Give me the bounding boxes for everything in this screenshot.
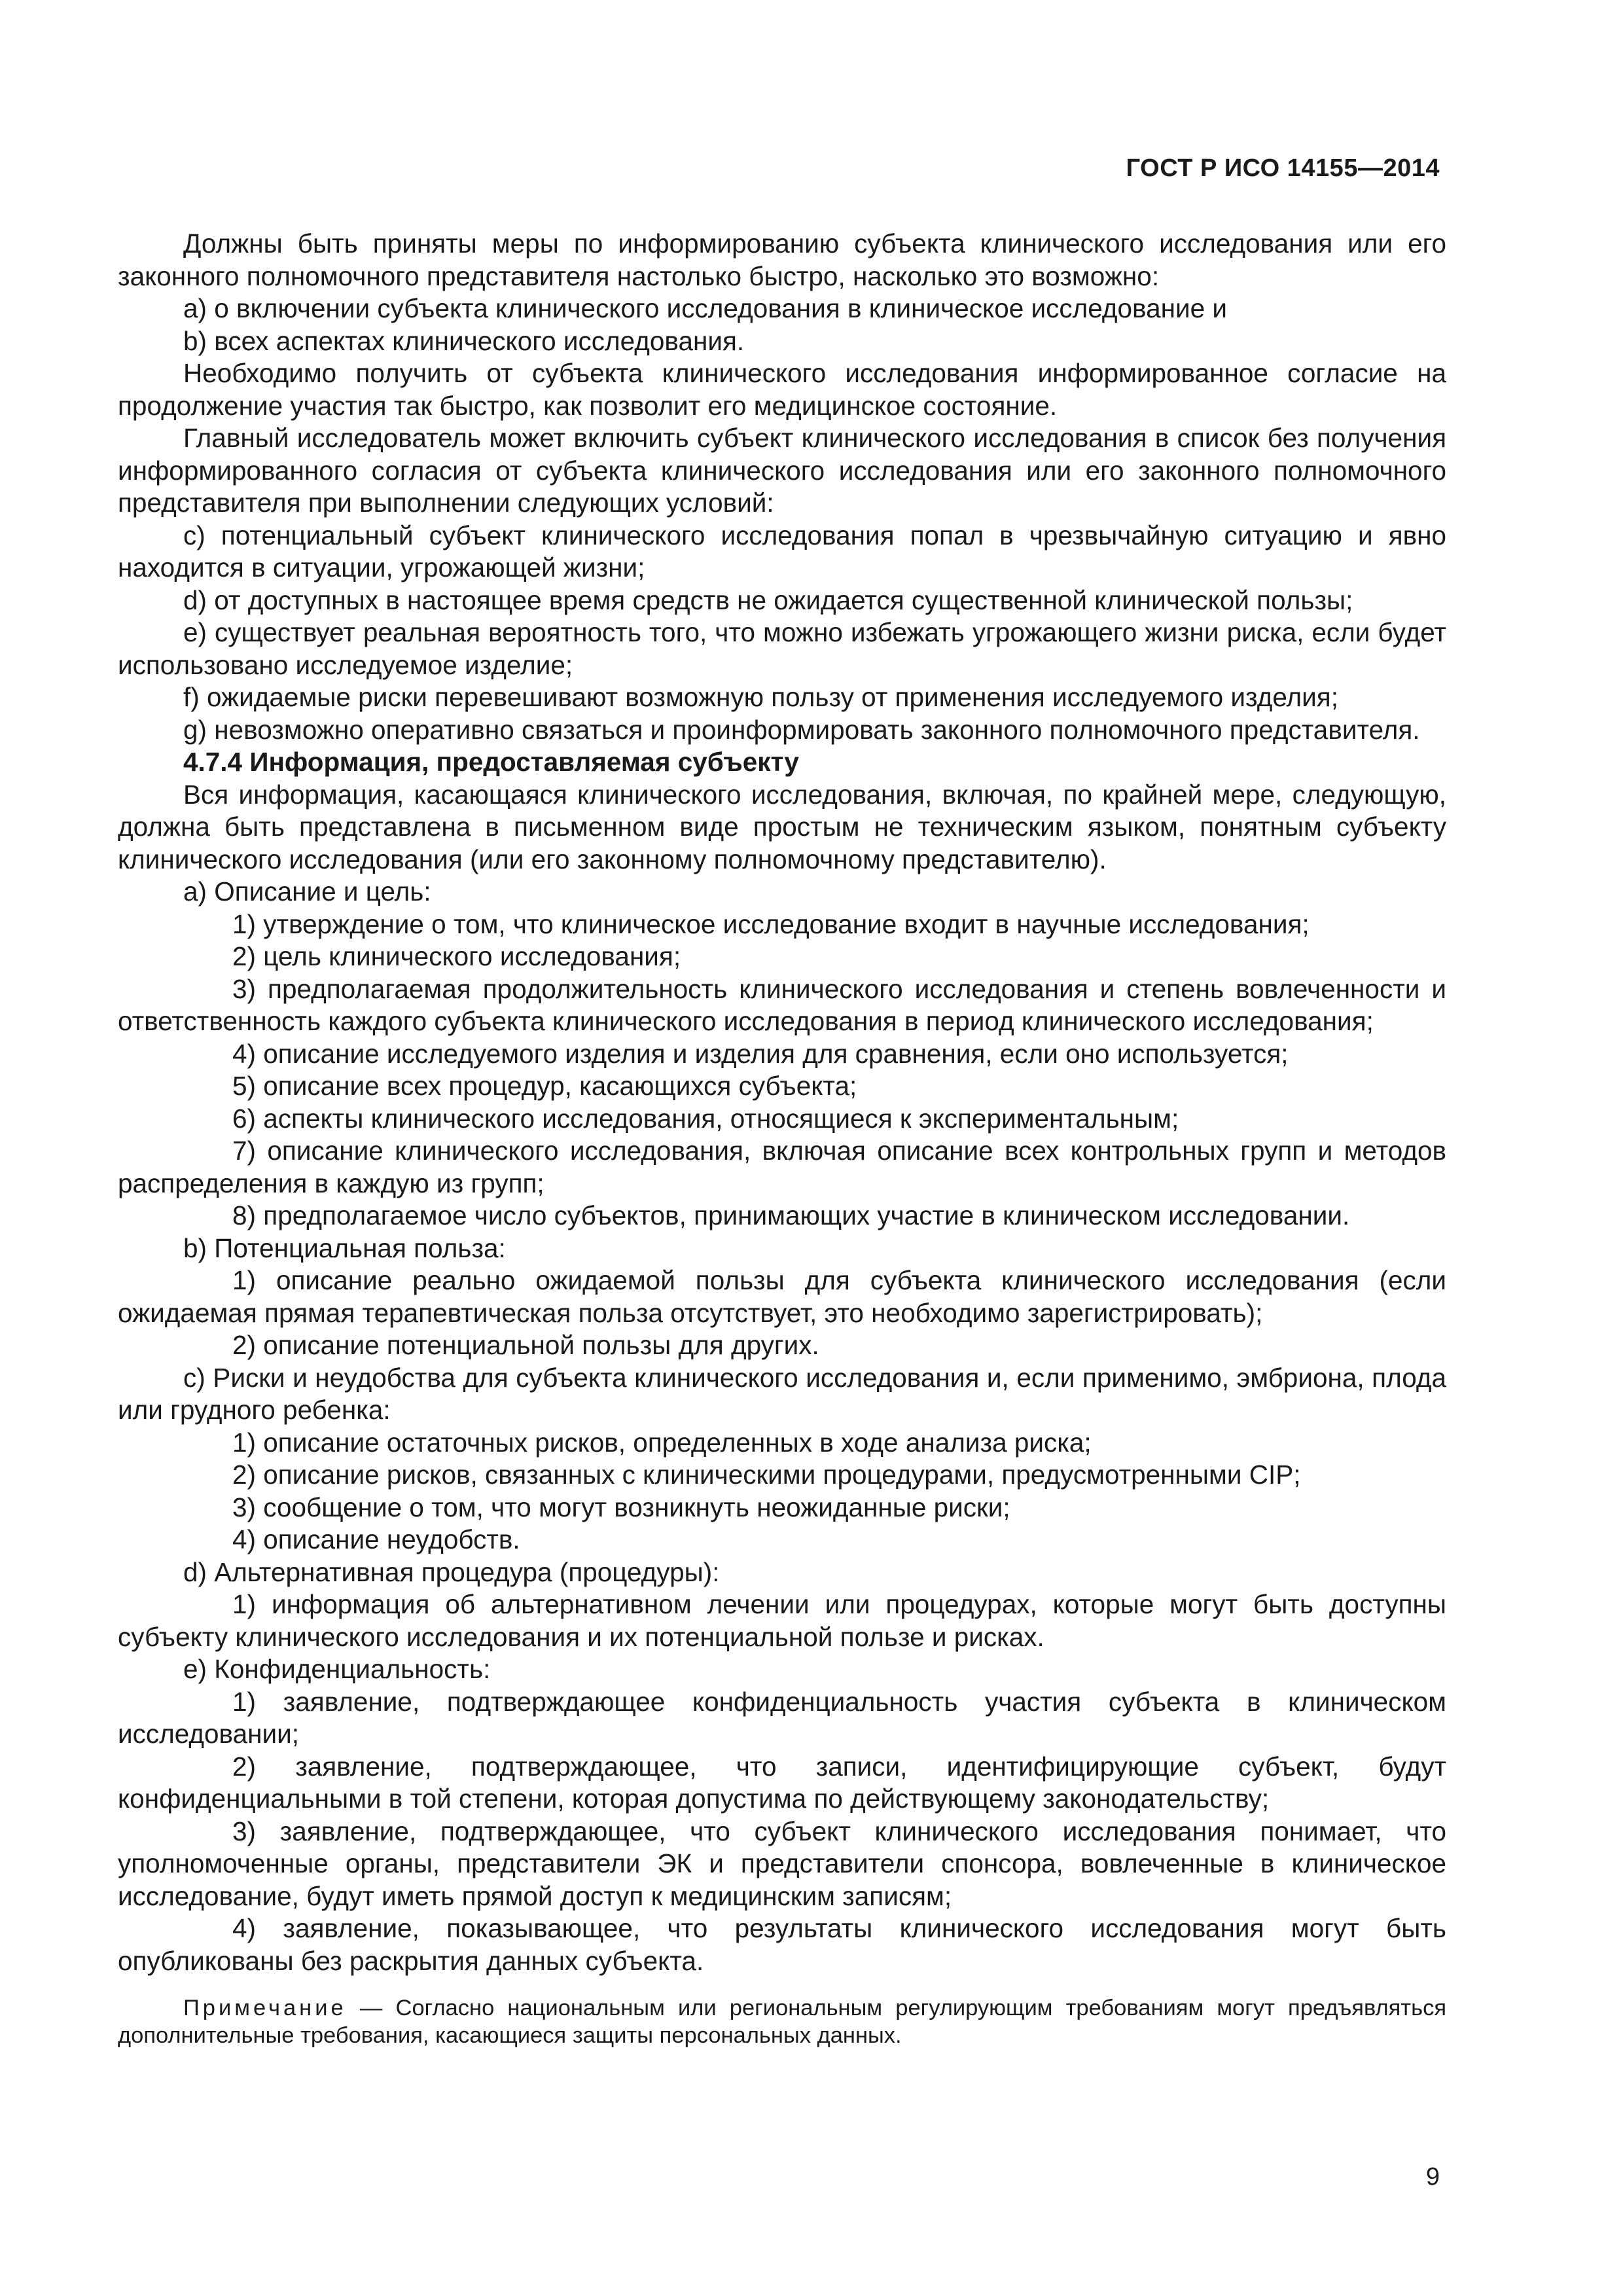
list-item: c) Риски и неудобства для субъекта клинического исследования и, если применимо, эмбриона, плода или грудного ребенка: xyxy=(118,1362,1446,1425)
note-text: — Согласно национальным или региональным регулирующим требованиям могут предъявляться дополнительные требования, касающиеся защиты персональных данных. xyxy=(118,1996,1447,2048)
list-item: b) всех аспектах клинического исследования. xyxy=(183,325,745,356)
sub-list-item: 1) утверждение о том, что клиническое исследование входит в научные исследования; xyxy=(232,908,1310,939)
page-body xyxy=(118,228,1446,2049)
list-item: g) невозможно оперативно связаться и проинформировать законного полномочного представителя. xyxy=(183,714,1420,745)
sub-list-item: 2) описание рисков, связанных с клиническими процедурами, предусмотренными CIP; xyxy=(232,1460,1301,1490)
page-number: 9 xyxy=(1425,2163,1440,2191)
sub-list-item: 5) описание всех процедур, касающихся субъекта; xyxy=(232,1071,857,1101)
list-item: e) существует реальная вероятность того, что можно избежать угрожающего жизни риска, если будет использовано исследуемое изделие; xyxy=(118,617,1446,680)
sub-list-item: 3) сообщение о том, что могут возникнуть неожиданные риски; xyxy=(232,1492,1010,1522)
section-heading: 4.7.4 Информация, предоставляемая субъекту xyxy=(183,747,799,777)
sub-list-item: 6) аспекты клинического исследования, относящиеся к экспериментальным; xyxy=(232,1103,1179,1134)
sub-list-item: 7) описание клинического исследования, включая описание всех контрольных групп и методов распределения в каждую из групп; xyxy=(118,1136,1446,1198)
paragraph: Вся информация, касающаяся клинического исследования, включая, по крайней мере, следующую, должна быть представлена в письменном виде простым не техническим языком, понятным субъекту клинического исследования (или его законному полномочному представителю). xyxy=(118,779,1446,874)
sub-list-item: 4) описание исследуемого изделия и изделия для сравнения, если оно используется; xyxy=(232,1038,1289,1069)
paragraph: Главный исследователь может включить субъект клинического исследования в список без получения информированного согласия от субъекта клинического исследования или его законного полномочного представителя при выполнении следующих условий: xyxy=(118,423,1446,518)
note-label: Примечание xyxy=(183,1996,347,2020)
list-item: b) Потенциальная польза: xyxy=(183,1232,506,1263)
sub-list-item: 3) предполагаемая продолжительность клинического исследования и степень вовлеченности и ответственность каждого субъекта клинического исследования в период клинического исследования; xyxy=(118,973,1446,1036)
sub-list-item: 8) предполагаемое число субъектов, принимающих участие в клиническом исследовании. xyxy=(232,1200,1350,1230)
paragraph: Должны быть приняты меры по информированию субъекта клинического исследования или его законного полномочного представителя настолько быстро, насколько это возможно: xyxy=(118,228,1446,291)
sub-list-item: 1) заявление, подтверждающее конфиденциальность участия субъекта в клиническом исследовании; xyxy=(118,1686,1446,1749)
list-item: c) потенциальный субъект клинического исследования попал в чрезвычайную ситуацию и явно находится в ситуации, угрожающей жизни; xyxy=(118,520,1446,583)
list-item: d) Альтернативная процедура (процедуры): xyxy=(183,1556,720,1587)
sub-list-item: 1) описание реально ожидаемой пользы для субъекта клинического исследования (если ожидаемая прямая терапевтическая польза отсутствует, это необходимо зарегистрировать); xyxy=(118,1265,1446,1328)
paragraph: Необходимо получить от субъекта клинического исследования информированное согласие на продолжение участия так быстро, как позволит его медицинское состояние. xyxy=(118,358,1446,421)
sub-list-item: 3) заявление, подтверждающее, что субъект клинического исследования понимает, что уполномоченные органы, представители ЭК и представители спонсора, вовлеченные в клиническое исследование, будут иметь прямой доступ к медицинским записям; xyxy=(118,1816,1446,1911)
list-item: f) ожидаемые риски перевешивают возможную пользу от применения исследуемого изделия; xyxy=(183,682,1338,712)
list-item: e) Конфиденциальность: xyxy=(183,1654,491,1684)
sub-list-item: 1) описание остаточных рисков, определенных в ходе анализа риска; xyxy=(232,1427,1092,1458)
sub-list-item: 1) информация об альтернативном лечении или процедурах, которые могут быть доступны субъекту клинического исследования и их потенциальной пользе и рисках. xyxy=(118,1589,1446,1652)
sub-list-item: 2) заявление, подтверждающее, что записи, идентифицирующие субъект, будут конфиденциальными в той степени, которая допустима по действующему законодательству; xyxy=(118,1751,1446,1814)
sub-list-item: 4) заявление, показывающее, что результаты клинического исследования могут быть опубликованы без раскрытия данных субъекта. xyxy=(118,1913,1446,1976)
sub-list-item: 4) описание неудобств. xyxy=(232,1524,520,1554)
list-item: a) о включении субъекта клинического исследования в клиническое исследование и xyxy=(183,293,1228,323)
document-number-header: ГОСТ Р ИСО 14155—2014 xyxy=(1126,154,1440,182)
note xyxy=(118,1994,1446,2049)
list-item: a) Описание и цель: xyxy=(183,876,431,906)
list-item: d) от доступных в настоящее время средств не ожидается существенной клинической пользы; xyxy=(183,584,1353,615)
sub-list-item: 2) описание потенциальной пользы для других. xyxy=(232,1330,819,1360)
sub-list-item: 2) цель клинического исследования; xyxy=(232,941,681,971)
